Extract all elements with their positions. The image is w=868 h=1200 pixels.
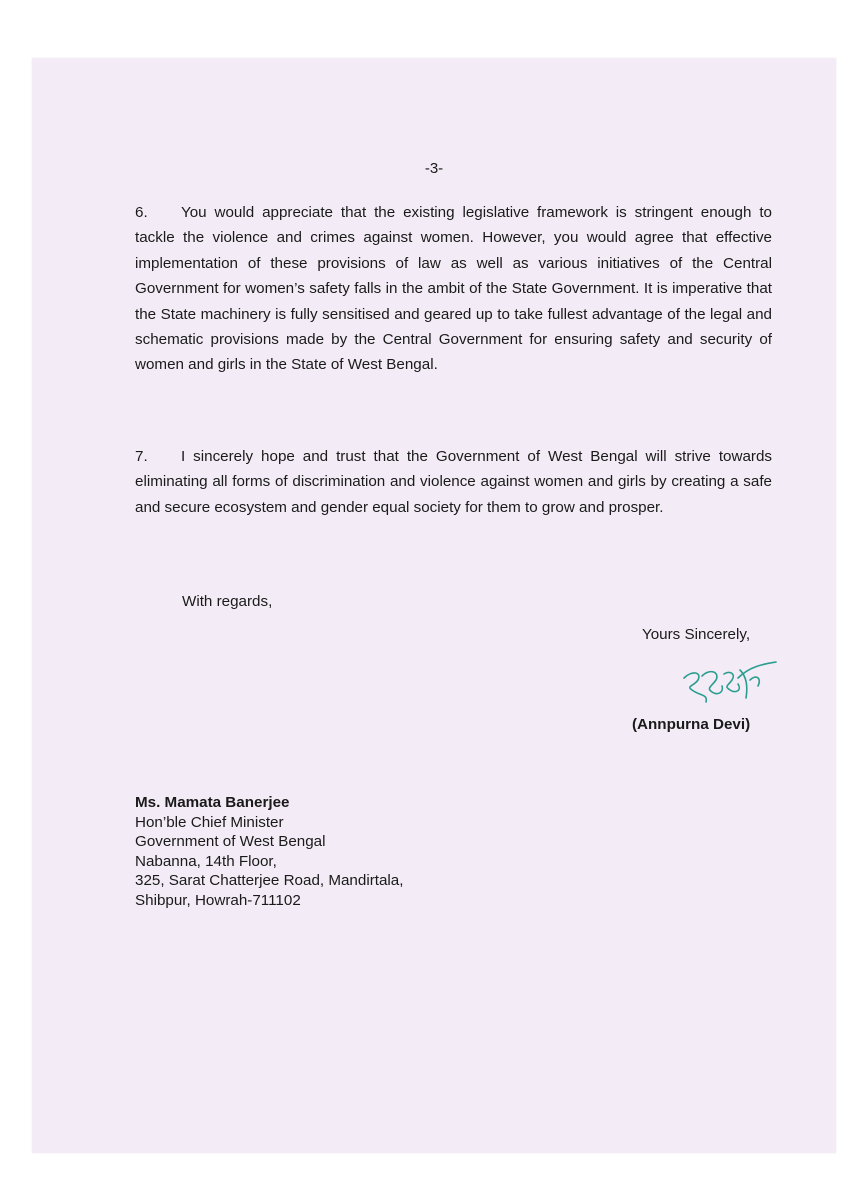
closing-line: Yours Sincerely, bbox=[642, 626, 751, 643]
letter-page bbox=[32, 58, 836, 1153]
page-number: -3- bbox=[424, 160, 444, 177]
address-line: 325, Sarat Chatterjee Road, Mandirtala, bbox=[135, 872, 404, 890]
address-line: Nabanna, 14th Floor, bbox=[135, 852, 277, 870]
address-line: Government of West Bengal bbox=[135, 833, 326, 851]
paragraph-text: I sincerely hope and trust that the Government of West Bengal will strive towards eliminating all forms of discrimination and violence against women and girls by creating a safe and secure ecosystem and gender equal society for them to grow and prosper. bbox=[135, 448, 772, 516]
signatory-name: (Annpurna Devi) bbox=[632, 716, 751, 733]
paragraph-text: You would appreciate that the existing legislative framework is stringent enough to tackle the violence and crimes against women. However, you would agree that effective implementation of these provisions of law as well as various initiatives of the Central Government for women’s safety falls in the ambit of the State Government. It is imperative that the State machinery is fully sensitised and geared up to take fullest advantage of the legal and schematic provisions made by the Central Government for ensuring safety and security of women and girls in the State of West Bengal. bbox=[135, 204, 772, 374]
regards-line: With regards, bbox=[182, 593, 273, 610]
recipient-address bbox=[135, 793, 403, 911]
handwritten-signature bbox=[672, 656, 782, 708]
address-line: Hon’ble Chief Minister bbox=[135, 813, 284, 831]
paragraph-6 bbox=[135, 200, 772, 378]
address-line: Shibpur, Howrah-711102 bbox=[135, 891, 301, 909]
paragraph-number: 7. bbox=[135, 448, 148, 465]
recipient-name: Ms. Mamata Banerjee bbox=[135, 794, 290, 811]
paragraph-7 bbox=[135, 444, 772, 520]
paragraph-number: 6. bbox=[135, 204, 148, 221]
